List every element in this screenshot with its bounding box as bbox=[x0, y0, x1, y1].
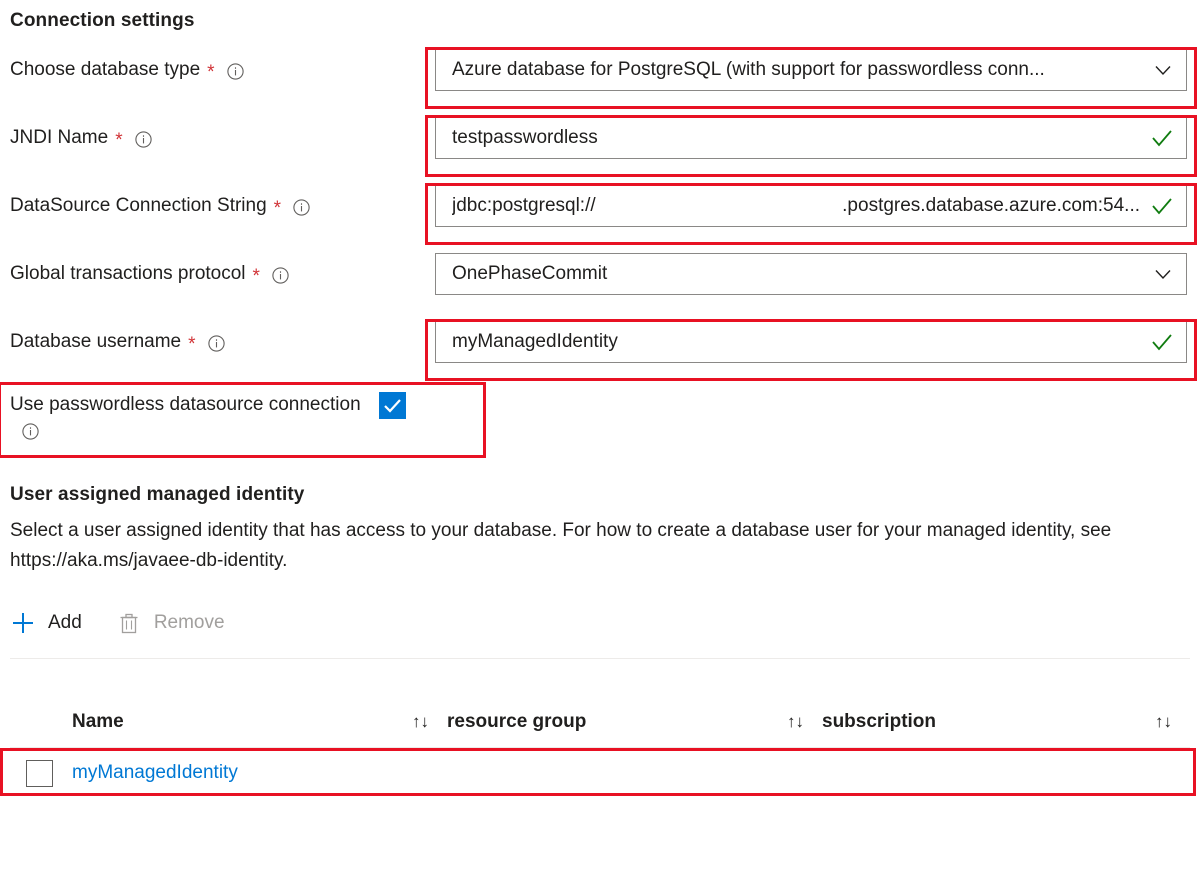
jndi-name-value: testpasswordless bbox=[452, 127, 598, 148]
label-text: JNDI Name bbox=[10, 127, 109, 148]
add-button-label: Add bbox=[48, 612, 82, 633]
row-checkbox[interactable] bbox=[26, 760, 53, 787]
field-connection-string bbox=[435, 172, 1190, 240]
required-marker: * bbox=[273, 197, 282, 219]
settings-page bbox=[0, 10, 1200, 798]
remove-button-label: Remove bbox=[153, 612, 225, 633]
info-icon[interactable] bbox=[135, 131, 152, 148]
header-name[interactable] bbox=[72, 711, 447, 733]
valid-check-icon bbox=[1150, 330, 1174, 354]
label-text: DataSource Connection String bbox=[10, 195, 267, 216]
label-text: Global transactions protocol bbox=[10, 263, 246, 284]
sort-icon[interactable]: ↑↓ bbox=[1155, 712, 1172, 731]
connection-string-suffix: .postgres.database.azure.com:54... bbox=[842, 195, 1140, 216]
field-transactions-protocol bbox=[435, 240, 1190, 308]
identity-table bbox=[10, 711, 1190, 798]
label-connection-string bbox=[10, 195, 435, 217]
required-marker: * bbox=[207, 61, 215, 83]
add-button[interactable] bbox=[10, 610, 82, 636]
transactions-protocol-value: OnePhaseCommit bbox=[452, 263, 608, 284]
connection-string-value bbox=[452, 195, 1140, 217]
info-icon[interactable] bbox=[227, 63, 244, 80]
label-database-type bbox=[10, 59, 435, 81]
required-marker: * bbox=[252, 265, 260, 287]
trash-icon bbox=[116, 610, 142, 636]
database-username-input[interactable] bbox=[435, 321, 1187, 363]
connection-settings-title: Connection settings bbox=[10, 10, 195, 31]
passwordless-checkbox-row bbox=[10, 382, 1190, 454]
plus-icon bbox=[10, 610, 36, 636]
managed-identity-description: Select a user assigned identity that has access to your database. For how to create a database user for your managed identity, see https://aka.ms/javaee-db-identity. bbox=[10, 520, 1112, 571]
row-name-link[interactable]: myManagedIdentity bbox=[72, 762, 238, 783]
connection-string-input[interactable] bbox=[435, 185, 1187, 227]
label-text: Choose database type bbox=[10, 59, 201, 80]
label-jndi-name bbox=[10, 127, 435, 149]
command-bar-divider bbox=[10, 658, 1190, 659]
header-subscription-label: subscription bbox=[822, 711, 937, 732]
form-row-jndi-name bbox=[10, 104, 1190, 172]
sort-icon[interactable]: ↑↓ bbox=[412, 712, 429, 731]
table-row[interactable] bbox=[10, 748, 1190, 798]
form-row-connection-string bbox=[10, 172, 1190, 240]
chevron-down-icon bbox=[1152, 59, 1174, 81]
info-icon[interactable] bbox=[272, 267, 289, 284]
header-name-label: Name bbox=[72, 711, 124, 732]
valid-check-icon bbox=[1150, 194, 1174, 218]
sort-icon[interactable]: ↑↓ bbox=[787, 712, 804, 731]
jndi-name-input[interactable] bbox=[435, 117, 1187, 159]
label-database-username bbox=[10, 331, 435, 353]
database-type-value: Azure database for PostgreSQL (with support for passwordless conn... bbox=[452, 59, 1045, 80]
chevron-down-icon bbox=[1152, 263, 1174, 285]
required-marker: * bbox=[188, 333, 196, 355]
required-marker: * bbox=[115, 129, 123, 151]
label-transactions-protocol bbox=[10, 263, 435, 285]
remove-button[interactable] bbox=[116, 610, 225, 636]
info-icon[interactable] bbox=[22, 423, 39, 440]
passwordless-label-block bbox=[10, 392, 361, 439]
form-row-transactions-protocol bbox=[10, 240, 1190, 308]
valid-check-icon bbox=[1150, 126, 1174, 150]
command-bar bbox=[10, 600, 1190, 646]
form-row-database-type bbox=[10, 36, 1190, 104]
database-type-dropdown[interactable] bbox=[435, 49, 1187, 91]
connection-string-prefix: jdbc:postgresql:// bbox=[452, 195, 596, 216]
row-select-cell[interactable] bbox=[10, 760, 72, 787]
info-icon[interactable] bbox=[293, 199, 310, 216]
header-resource-group[interactable] bbox=[447, 711, 822, 733]
form-row-database-username bbox=[10, 308, 1190, 376]
passwordless-checkbox-group[interactable] bbox=[10, 382, 1190, 439]
passwordless-label: Use passwordless datasource connection bbox=[10, 394, 361, 415]
info-icon[interactable] bbox=[208, 335, 225, 352]
header-resource-group-label: resource group bbox=[447, 711, 587, 732]
field-database-type bbox=[435, 36, 1190, 104]
database-username-value: myManagedIdentity bbox=[452, 331, 618, 352]
table-header-row bbox=[10, 711, 1190, 748]
managed-identity-title: User assigned managed identity bbox=[10, 484, 305, 505]
passwordless-checkbox[interactable] bbox=[379, 392, 406, 419]
label-text: Database username bbox=[10, 331, 182, 352]
field-database-username bbox=[435, 308, 1190, 376]
header-subscription[interactable] bbox=[822, 711, 1190, 733]
transactions-protocol-dropdown[interactable] bbox=[435, 253, 1187, 295]
field-jndi-name bbox=[435, 104, 1190, 172]
